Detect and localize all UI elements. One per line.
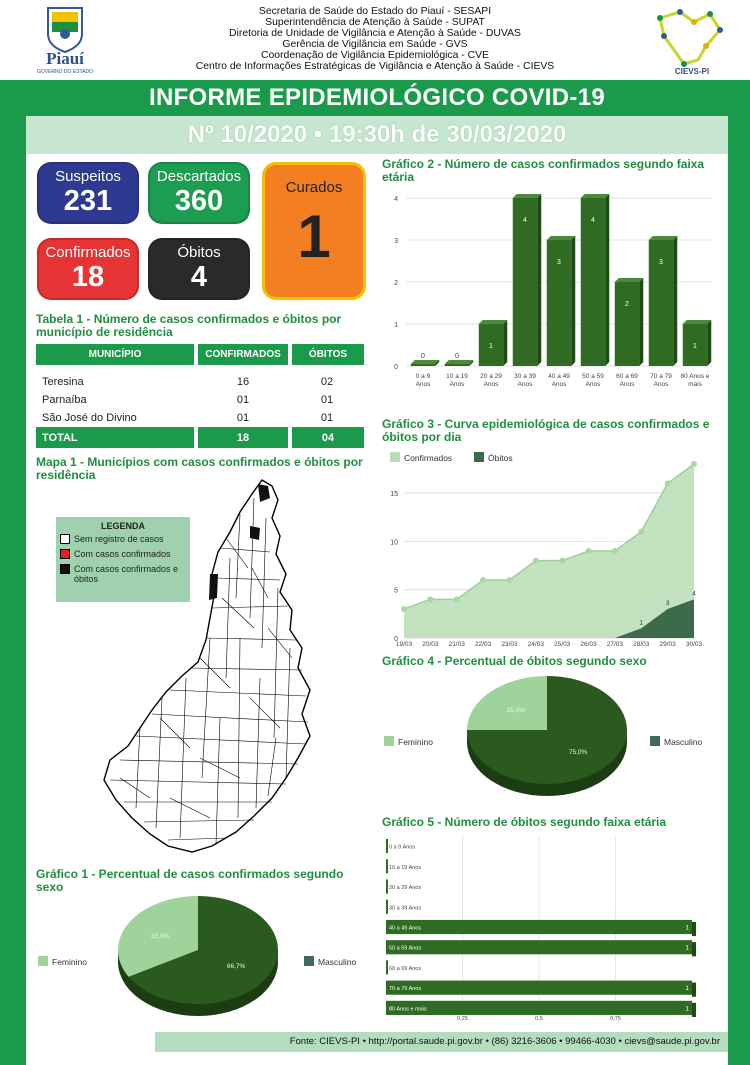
y-tick-label: 50 a 59 Anos <box>389 945 422 952</box>
x-tick-label: 70 a 79 <box>650 373 672 380</box>
bar-top <box>479 320 507 324</box>
bar-top <box>581 194 609 198</box>
y-tick-label: 1 <box>394 322 398 329</box>
x-tick-label: Anos <box>585 381 601 388</box>
bar <box>386 859 388 873</box>
chart3-title: Gráfico 3 - Curva epidemiológica de casos confirmados e óbitos por dia <box>382 417 710 444</box>
header-line: Centro de Informações Estratégicas de Vigilância e Atenção à Saúde - CIEVS <box>195 61 555 72</box>
y-tick-label: 20 a 29 Anos <box>389 885 422 892</box>
data-label: 3 <box>659 259 663 266</box>
legend-swatch <box>60 549 70 559</box>
right-border-bar <box>728 80 750 1065</box>
bar <box>615 282 639 366</box>
data-label: 6 <box>507 569 512 576</box>
bar-side <box>707 320 711 366</box>
legend-label: Feminino <box>52 957 87 967</box>
table-cell: 01 <box>236 394 250 406</box>
area-series <box>404 464 694 638</box>
x-tick-label: 23/03 <box>501 641 518 648</box>
bar-top <box>513 194 541 198</box>
x-tick-label: 29/03 <box>659 641 676 648</box>
bar-side <box>537 194 541 366</box>
y-tick-label: 4 <box>394 196 398 203</box>
table-cell: Parnaíba <box>42 394 87 406</box>
x-tick-label: 22/03 <box>474 641 492 648</box>
data-label: 4 <box>454 588 459 596</box>
legend-swatch <box>474 452 484 462</box>
chart-cases-by-age <box>382 188 722 410</box>
chart-cases-by-sex <box>36 892 366 1028</box>
x-tick-label: Anos <box>653 381 669 388</box>
table-cell: 16 <box>236 376 250 388</box>
table-cell: 01 <box>320 394 334 406</box>
x-tick-label: 21/03 <box>448 641 465 648</box>
bar <box>411 364 435 366</box>
x-tick-label: 24/03 <box>527 641 544 648</box>
x-tick-label: 19/03 <box>395 641 413 648</box>
chart-epidemic-curve <box>382 448 722 648</box>
data-label: 66,7% <box>226 962 246 970</box>
data-label: 8 <box>560 549 564 557</box>
data-label: 75,0% <box>568 749 588 757</box>
header-line: Secretaria de Saúde do Estado do Piauí - SESAPI <box>258 6 492 17</box>
bar <box>445 364 469 366</box>
bar <box>386 900 388 914</box>
table-header: ÓBITOS <box>290 344 364 365</box>
stat-confirmados <box>37 238 139 300</box>
table1-title: Tabela 1 - Número de casos confirmados e óbitos por município de residência <box>36 312 342 339</box>
legend-label: Com casos confirmados <box>74 549 171 559</box>
table-cell: TOTAL <box>36 427 196 448</box>
data-label: 33,3% <box>150 933 170 941</box>
y-tick-label: 5 <box>394 587 398 595</box>
bar-side <box>692 942 696 956</box>
bar <box>386 920 692 934</box>
data-point <box>427 596 433 602</box>
data-label: 3 <box>402 598 406 605</box>
bar <box>386 1001 692 1015</box>
stat-label: Descartados <box>156 168 242 185</box>
x-tick-label: 20 a 29 <box>480 373 502 380</box>
x-tick-label: 30/03 <box>685 641 703 648</box>
x-tick-label: 25/03 <box>554 641 571 648</box>
x-tick-label: 80 Anos e <box>680 373 710 380</box>
bar-side <box>673 236 677 366</box>
x-tick-label: 26/03 <box>580 641 597 648</box>
data-label: 18 <box>690 453 698 460</box>
x-tick-label: 50 a 59 <box>582 373 604 380</box>
x-tick-label: 0,75 <box>610 1016 621 1022</box>
data-label: 0 <box>455 353 459 360</box>
data-label: 1 <box>489 343 493 350</box>
table-cell: 18 <box>196 427 290 448</box>
data-label: 9 <box>613 540 617 547</box>
stat-value: 360 <box>174 185 224 217</box>
y-tick-label: 2 <box>394 280 398 287</box>
header-line: Coordenação de Vigilância Epidemiológica - CVE <box>261 50 489 61</box>
bar <box>386 981 692 995</box>
cievs-logo-icon <box>650 6 730 76</box>
data-point <box>506 577 512 583</box>
map1-title: Mapa 1 - Municípios com casos confirmados e óbitos por residência <box>36 455 363 482</box>
stat-descartados <box>148 162 250 224</box>
legend-swatch <box>650 736 660 746</box>
table-cell: 02 <box>320 376 334 388</box>
chart4-title: Gráfico 4 - Percentual de óbitos segundo sexo <box>382 654 647 668</box>
data-label: 4 <box>428 588 433 596</box>
x-tick-label: 0,25 <box>457 1016 468 1022</box>
data-label: 16 <box>664 472 672 480</box>
legend-swatch <box>38 956 48 966</box>
bar-top <box>615 278 643 282</box>
data-label: 1 <box>685 924 689 932</box>
report-subtitle: Nº 10/2020 • 19:30h de 30/03/2020 <box>187 121 567 148</box>
x-tick-label: 20/03 <box>422 641 439 648</box>
data-point <box>533 558 539 564</box>
chart5-title: Gráfico 5 - Número de óbitos segundo faixa etária <box>382 815 667 829</box>
logo-left-text: Piauí <box>46 49 84 68</box>
data-point <box>638 529 644 535</box>
data-point <box>586 548 592 554</box>
table-header: CONFIRMADOS <box>196 344 290 365</box>
stat-value: 1 <box>297 203 331 270</box>
data-label: 0 <box>421 353 425 360</box>
legend-swatch <box>60 564 70 574</box>
data-label: 1 <box>685 1005 689 1013</box>
legend-item <box>60 549 186 559</box>
legend-title: LEGENDA <box>100 521 145 531</box>
x-tick-label: mais <box>688 381 702 388</box>
bar-top <box>683 320 711 324</box>
table-row <box>36 391 364 409</box>
chart-deaths-by-sex <box>382 672 722 808</box>
y-tick-label: 70 a 79 Anos <box>389 986 422 993</box>
data-point <box>454 596 460 602</box>
legend-swatch <box>60 534 70 544</box>
table-row <box>36 409 364 427</box>
x-tick-label: 28/03 <box>633 641 650 648</box>
data-label: 1 <box>693 343 697 350</box>
legend-item <box>60 534 186 544</box>
chart1-title: Gráfico 1 - Percentual de casos confirmados segundo sexo <box>36 867 344 894</box>
header <box>0 0 750 80</box>
chart-deaths-by-age <box>382 832 722 1022</box>
table-municipios <box>36 344 364 448</box>
legend-label: Feminino <box>398 737 433 747</box>
table-total-row <box>36 427 364 448</box>
bar <box>386 960 388 974</box>
data-point <box>401 606 407 612</box>
legend-label: Confirmados <box>404 453 453 463</box>
bar-side <box>692 922 696 936</box>
legend-label: Com casos confirmados e óbitos <box>74 564 179 584</box>
y-tick-label: 0 a 9 Anos <box>389 844 415 851</box>
header-line: Gerência de Vigilância em Saúde - GVS <box>282 39 468 50</box>
data-label: 1 <box>639 619 644 627</box>
data-point <box>665 480 671 486</box>
x-tick-label: 0,5 <box>535 1016 543 1022</box>
data-label: 1 <box>685 985 689 993</box>
x-tick-label: 0 a 9 <box>415 373 431 380</box>
data-label: 9 <box>586 540 591 547</box>
table-cell: 04 <box>290 427 364 448</box>
stat-value: 4 <box>190 261 208 293</box>
legend-label: Sem registro de casos <box>74 534 164 544</box>
bar-side <box>503 320 507 366</box>
data-label: 4 <box>692 590 696 598</box>
footer-source: Fonte: CIEVS-PI • http://portal.saude.pi.gov.br • (86) 3216-3606 • 99466-4030 • cievs@saude.pi.gov.br <box>155 1032 728 1052</box>
data-label: 25,0% <box>506 706 526 714</box>
table-cell: São José do Divino <box>42 412 137 424</box>
stat-value: 231 <box>63 185 113 217</box>
bar-top <box>411 360 439 364</box>
stat-value: 18 <box>71 261 105 293</box>
stat-suspeitos <box>37 162 139 224</box>
legend-swatch <box>384 736 394 746</box>
y-tick-label: 0 <box>394 636 398 643</box>
header-institution-lines <box>150 6 600 72</box>
y-tick-label: 80 Anos e mais <box>389 1006 427 1013</box>
y-tick-label: 10 a 19 Anos <box>389 864 422 871</box>
bar-side <box>571 236 575 366</box>
table-cell: Teresina <box>42 376 84 388</box>
legend-label: Masculino <box>664 737 703 747</box>
bar-top <box>547 236 575 240</box>
data-label: 4 <box>523 217 527 224</box>
data-label: 4 <box>591 217 595 224</box>
map-municipio-sao-jose-do-divino <box>250 526 260 540</box>
stat-curados <box>262 162 366 300</box>
table-cell: 01 <box>320 412 334 424</box>
bar-top <box>649 236 677 240</box>
pie-slice <box>467 676 547 730</box>
data-label: 8 <box>534 549 538 557</box>
logo-right-text: CIEVS-PI <box>674 67 710 76</box>
data-label: 3 <box>557 259 561 266</box>
legend-label: Óbitos <box>488 453 513 463</box>
x-tick-label: 60 a 69 <box>616 373 638 380</box>
y-tick-label: 40 a 49 Anos <box>389 925 422 932</box>
y-tick-label: 3 <box>394 238 398 245</box>
y-tick-label: 15 <box>390 491 398 498</box>
bar-side <box>692 983 696 997</box>
data-label: 3 <box>665 600 670 607</box>
data-point <box>691 461 697 467</box>
x-tick-label: Anos <box>483 381 499 388</box>
header-line: Superintendência de Atenção à Saúde - SUPAT <box>265 17 485 28</box>
bar-side <box>605 194 609 366</box>
x-tick-label: 27/03 <box>606 641 624 648</box>
bar-side <box>692 1003 696 1017</box>
y-tick-label: 30 a 39 Anos <box>389 905 422 912</box>
bar <box>386 940 692 954</box>
piaui-crest-icon <box>30 4 100 76</box>
stat-label: Curados <box>285 179 343 196</box>
x-tick-label: Anos <box>619 381 635 388</box>
legend-swatch <box>390 452 400 462</box>
x-tick-label: 40 a 49 <box>548 373 570 380</box>
map-legend <box>56 517 190 602</box>
table-header: MUNICÍPIO <box>36 344 196 365</box>
x-tick-label: Anos <box>517 381 533 388</box>
map-municipio-teresina <box>209 574 218 600</box>
data-point <box>480 577 486 583</box>
data-label: 6 <box>481 569 485 576</box>
x-tick-label: Anos <box>449 381 465 388</box>
y-tick-label: 60 a 69 Anos <box>389 965 422 972</box>
legend-label: Masculino <box>318 957 357 967</box>
x-tick-label: Anos <box>415 381 431 388</box>
x-tick-label: Anos <box>551 381 567 388</box>
data-point <box>612 548 618 554</box>
data-point <box>559 558 565 564</box>
bar <box>386 879 388 893</box>
stat-label: Confirmados <box>45 244 131 261</box>
data-label: 2 <box>625 301 629 308</box>
legend-item <box>60 564 186 584</box>
x-tick-label: 10 a 19 <box>446 373 468 380</box>
logo-left-sub: GOVERNO DO ESTADO <box>36 69 94 75</box>
bar-side <box>639 278 643 366</box>
bar-top <box>445 360 473 364</box>
stat-label: Suspeitos <box>55 168 121 185</box>
bar <box>386 839 388 853</box>
table-cell: 01 <box>236 412 250 424</box>
table-row <box>36 365 364 391</box>
stat-obitos <box>148 238 250 300</box>
y-tick-label: 0 <box>394 364 398 371</box>
x-tick-label: 30 a 39 <box>514 373 536 380</box>
data-label: 1 <box>685 944 689 952</box>
left-border-bar <box>0 0 26 1065</box>
stat-label: Óbitos <box>177 244 221 261</box>
legend-swatch <box>304 956 314 966</box>
header-line: Diretoria de Unidade de Vigilância e Atenção à Saúde - DUVAS <box>229 28 521 39</box>
y-tick-label: 10 <box>390 539 398 547</box>
chart2-title: Gráfico 2 - Número de casos confirmados segundo faixa etária <box>382 157 705 184</box>
report-title: INFORME EPIDEMIOLÓGICO COVID-19 <box>148 84 605 111</box>
data-label: 11 <box>637 520 645 528</box>
